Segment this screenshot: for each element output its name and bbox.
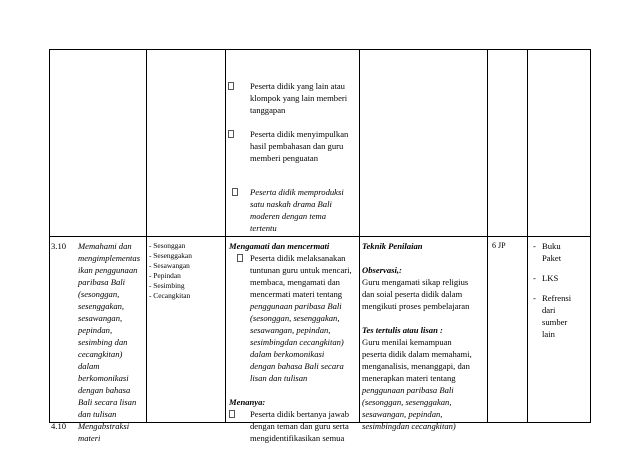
materi-item: - Sesimbing	[149, 281, 185, 290]
materi-item: - Sesonggan	[149, 241, 186, 250]
text-line: penggunaan paribasa Bali	[362, 385, 454, 395]
checkbox-glyph-icon	[228, 82, 234, 90]
bullet-icon	[237, 254, 243, 262]
text-line: tanggapan	[250, 105, 286, 115]
list-item	[533, 272, 589, 284]
section-heading: Mengamati dan mencermati	[229, 241, 330, 251]
section-heading: Observasi,:	[362, 265, 402, 275]
text-line: lain	[542, 329, 555, 339]
text-line: sesawangan,	[78, 313, 123, 323]
dash-bullet: -	[533, 293, 536, 303]
text-line: dalam berkomonikasi	[250, 349, 325, 359]
text-line: Buku	[542, 241, 561, 251]
kd-number: 4.10	[51, 421, 67, 431]
text-line: penggunaan paribasa Bali	[250, 301, 342, 311]
text-line: peserta didik dalam memahami,	[362, 349, 472, 359]
list-item	[533, 292, 589, 340]
text-line: Paket	[542, 253, 562, 263]
text-line: Bali secara lisan	[78, 397, 137, 407]
checkbox-glyph-icon	[229, 410, 235, 418]
text-line: sesenggakan,	[78, 301, 125, 311]
top-activity-list	[228, 80, 356, 234]
text-line: dalam	[78, 361, 100, 371]
text-line: Peserta didik menyimpulkan	[250, 129, 349, 139]
text-line: sesimbingdan cecangkitan)	[250, 337, 344, 347]
text-line: satu naskah drama Bali	[250, 199, 332, 209]
text-line: tuntunan guru untuk mencari,	[250, 265, 352, 275]
dash-bullet: -	[533, 273, 536, 283]
materi-cell	[149, 241, 223, 301]
text-line: ikan penggunaan	[78, 265, 138, 275]
kd-number: 3.10	[51, 241, 67, 251]
activity-bullet	[232, 186, 356, 234]
text-line: (sesonggan, sesenggakan,	[250, 313, 340, 323]
text-line: pepindan,	[78, 325, 113, 335]
text-line: menganalisis, menanggapi, dan	[362, 361, 470, 371]
text-line: klompok yang lain memberi	[250, 93, 348, 103]
kegiatan-cell	[229, 240, 357, 444]
text-line: dengan bahasa Bali secara	[250, 361, 344, 371]
text-line: sumber	[542, 317, 568, 327]
text-line: Peserta didik melaksanakan	[250, 253, 346, 263]
text-line: dengan teman dan guru serta	[250, 421, 349, 431]
text-line: mengikuti proses pembelajaran	[362, 301, 470, 311]
text-line: mengimplementas	[78, 253, 141, 263]
text-line: membaca, mengamati dan	[250, 277, 340, 287]
text-line: menerapkan materi tentang	[362, 373, 456, 383]
table-border-top	[49, 49, 591, 50]
text-line: Guru mengamati sikap religius	[362, 277, 469, 287]
activity-bullet	[228, 80, 356, 116]
text-line: (sesonggan, sesenggakan,	[362, 397, 452, 407]
text-line: paribasa Bali	[78, 277, 126, 287]
materi-item: - Cecangkitan	[149, 291, 191, 300]
text-line: memberi penguatan	[250, 153, 319, 163]
text-line: mengidentifikasikan semua	[250, 433, 345, 443]
materi-item: - Sesenggakan	[149, 251, 192, 260]
checkbox-glyph-icon	[232, 188, 238, 196]
text-line: dari	[542, 305, 556, 315]
kompetensi-dasar-cell	[51, 240, 145, 444]
waktu-value: 6 JP	[492, 241, 506, 250]
text-line: LKS	[542, 273, 559, 283]
section-heading: Tes tertulis atau lisan :	[362, 325, 443, 335]
text-line: Peserta didik memproduksi	[250, 187, 344, 197]
text-line: dan soial peserta didik dalam	[362, 289, 463, 299]
text-line: Peserta didik yang lain atau	[250, 81, 345, 91]
text-line: hasil pembahasan dan guru	[250, 141, 344, 151]
sumber-belajar-cell	[533, 240, 589, 348]
checkbox-glyph-icon	[228, 130, 234, 138]
text-line: moderen dengan tema	[250, 211, 327, 221]
list-item	[533, 240, 589, 264]
text-line: berkomonikasi	[78, 373, 129, 383]
text-line: mencermati materi tentang	[250, 289, 343, 299]
dash-bullet: -	[533, 241, 536, 251]
section-heading: Menanya:	[229, 397, 266, 407]
text-line: sesawangan, pepindan,	[362, 409, 443, 419]
materi-item: - Pepindan	[149, 271, 181, 280]
text-line: cecangkitan)	[78, 349, 123, 359]
text-line: sesimbing dan	[78, 337, 128, 347]
text-line: tertentu	[250, 223, 277, 233]
text-line: materi	[78, 433, 101, 443]
text-line: Guru menilai kemampuan	[362, 337, 452, 347]
text-line: Mengabstraksi	[78, 421, 130, 431]
text-line: Refrensi	[542, 293, 572, 303]
text-line: dengan bahasa	[78, 385, 131, 395]
materi-item: - Sesawangan	[149, 261, 190, 270]
text-line: Peserta didik bertanya jawab	[250, 409, 350, 419]
section-heading: Teknik Penilaian	[362, 241, 423, 251]
alokasi-waktu-cell	[492, 240, 525, 252]
text-line: lisan dan tulisan	[250, 373, 308, 383]
text-line: sesimbingdan cecangkitan)	[362, 421, 456, 431]
text-line: sesawangan, pepindan,	[250, 325, 331, 335]
penilaian-cell	[362, 240, 486, 432]
text-line: dan tulisan	[78, 409, 117, 419]
text-line: Memahami dan	[78, 241, 132, 251]
table-row-divider	[49, 236, 591, 237]
text-line: (sesonggan,	[78, 289, 120, 299]
activity-bullet	[228, 128, 356, 164]
